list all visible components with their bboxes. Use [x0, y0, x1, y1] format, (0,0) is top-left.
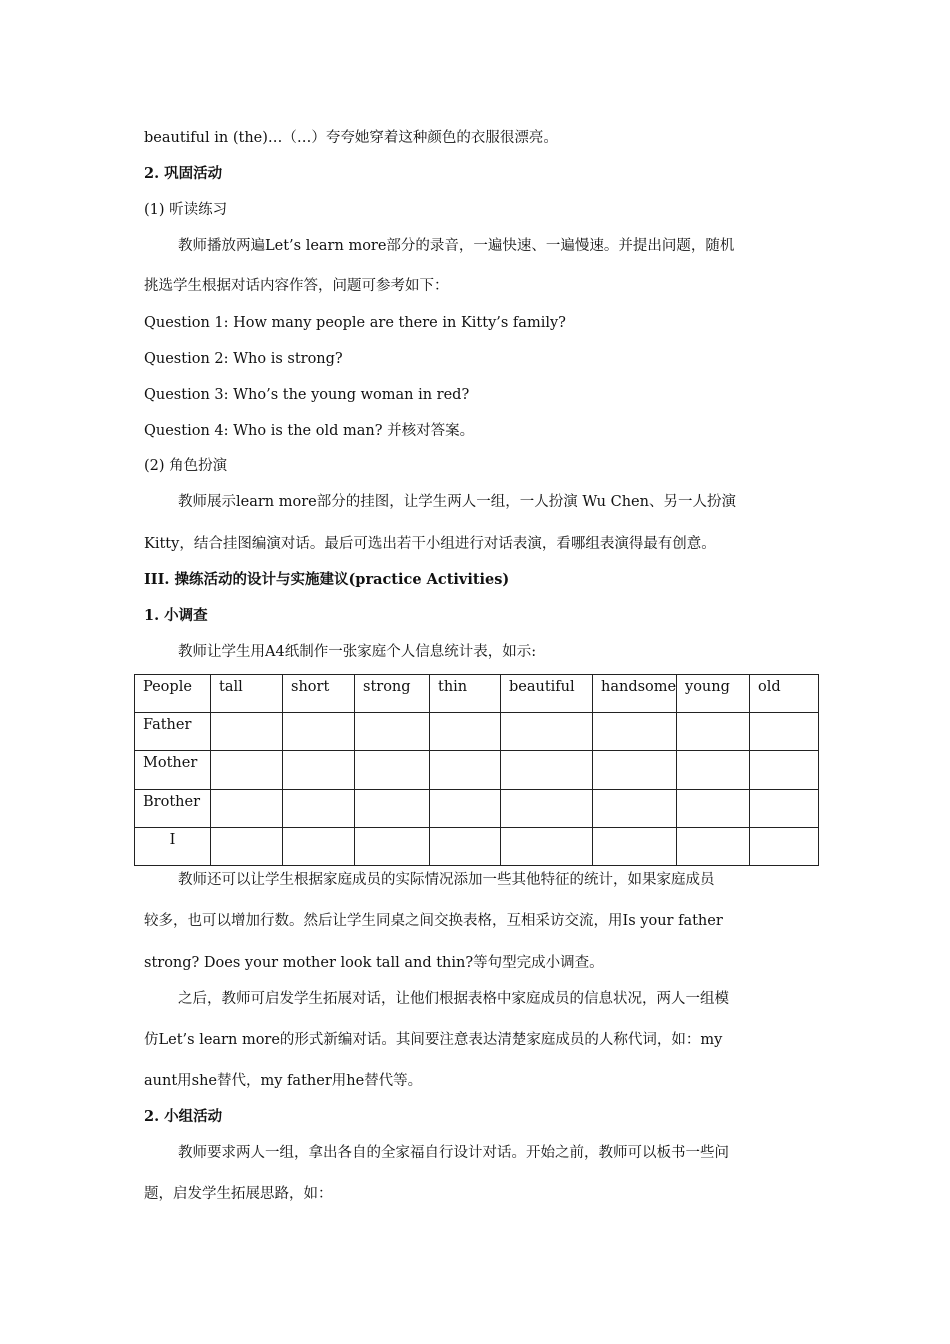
row-label-cell: Mother: [135, 751, 211, 789]
paragraph-line: 教师让学生用A4纸制作一张家庭个人信息统计表，如示:: [178, 644, 537, 660]
question-line: Question 2: Who is strong?: [144, 351, 343, 367]
empty-cell: [430, 751, 501, 789]
table-row: [135, 751, 819, 789]
empty-cell: [283, 789, 355, 827]
section-heading: 2. 小组活动: [144, 1108, 223, 1125]
empty-cell: [750, 713, 819, 751]
empty-cell: [283, 827, 355, 865]
empty-cell: [211, 751, 283, 789]
paragraph-line: 挑选学生根据对话内容作答，问题可参考如下：: [144, 278, 449, 294]
section-heading: 1. 小调查: [144, 607, 208, 624]
table-header-cell: thin: [430, 675, 501, 713]
empty-cell: [211, 827, 283, 865]
empty-cell: [501, 751, 593, 789]
empty-cell: [677, 713, 750, 751]
family-survey-table: [134, 674, 819, 866]
empty-cell: [593, 789, 677, 827]
empty-cell: [211, 713, 283, 751]
table-header-row: [135, 675, 819, 713]
table-row: [135, 789, 819, 827]
empty-cell: [283, 713, 355, 751]
paragraph-line: 教师展示learn more部分的挂图，让学生两人一组，一人扮演 Wu Chen、另一人扮演: [178, 494, 736, 510]
empty-cell: [593, 713, 677, 751]
table-row: [135, 827, 819, 865]
empty-cell: [750, 751, 819, 789]
paragraph-line: 仿Let’s learn more的形式新编对话。其间要注意表达清楚家庭成员的人称代词，如：my: [144, 1032, 723, 1048]
paragraph-line: 题，启发学生拓展思路，如：: [144, 1186, 333, 1202]
paragraph-line: strong? Does your mother look tall and thin?等句型完成小调查。: [144, 955, 604, 971]
empty-cell: [430, 713, 501, 751]
table-header-cell: young: [677, 675, 750, 713]
empty-cell: [430, 789, 501, 827]
row-label-cell: Father: [135, 713, 211, 751]
empty-cell: [283, 751, 355, 789]
paragraph-line: aunt用she替代，my father用he替代等。: [144, 1073, 423, 1089]
empty-cell: [355, 751, 430, 789]
question-line: Question 3: Who’s the young woman in red?: [144, 387, 470, 403]
empty-cell: [501, 789, 593, 827]
question-line: Question 4: Who is the old man? 并核对答案。: [144, 423, 475, 439]
empty-cell: [677, 789, 750, 827]
table-header-cell: tall: [211, 675, 283, 713]
empty-cell: [211, 789, 283, 827]
table-header-cell: short: [283, 675, 355, 713]
paragraph-line: Kitty，结合挂图编演对话。最后可选出若干小组进行对话表演，看哪组表演得最有创意。: [144, 536, 716, 552]
empty-cell: [593, 751, 677, 789]
section-heading: 2. 巩固活动: [144, 165, 223, 182]
table-header-cell: beautiful: [501, 675, 593, 713]
empty-cell: [750, 827, 819, 865]
paragraph-line: 教师播放两遍Let’s learn more部分的录音，一遍快速、一遍慢速。并提出问题，随机: [178, 238, 735, 254]
table-header-cell: strong: [355, 675, 430, 713]
empty-cell: [750, 789, 819, 827]
subsection-heading: (2) 角色扮演: [144, 458, 228, 474]
question-line: Question 1: How many people are there in Kitty’s family?: [144, 315, 566, 331]
empty-cell: [430, 827, 501, 865]
empty-cell: [593, 827, 677, 865]
row-label-cell: I: [135, 827, 211, 865]
table-header-cell: People: [135, 675, 211, 713]
paragraph-line: beautiful in (the)…（…）夸夸她穿着这种颜色的衣服很漂亮。: [144, 130, 558, 146]
table-row: [135, 713, 819, 751]
empty-cell: [355, 713, 430, 751]
paragraph-line: 教师还可以让学生根据家庭成员的实际情况添加一些其他特征的统计，如果家庭成员: [178, 872, 715, 888]
empty-cell: [355, 789, 430, 827]
empty-cell: [355, 827, 430, 865]
table-header-cell: handsome: [593, 675, 677, 713]
table-header-cell: old: [750, 675, 819, 713]
subsection-heading: (1) 听读练习: [144, 202, 228, 218]
empty-cell: [677, 827, 750, 865]
section-heading: III. 操练活动的设计与实施建议(practice Activities): [144, 571, 510, 588]
row-label-cell: Brother: [135, 789, 211, 827]
paragraph-line: 教师要求两人一组，拿出各自的全家福自行设计对话。开始之前，教师可以板书一些问: [178, 1145, 729, 1161]
paragraph-line: 较多，也可以增加行数。然后让学生同桌之间交换表格，互相采访交流，用Is your father: [144, 913, 723, 929]
empty-cell: [501, 827, 593, 865]
empty-cell: [501, 713, 593, 751]
empty-cell: [677, 751, 750, 789]
paragraph-line: 之后，教师可启发学生拓展对话，让他们根据表格中家庭成员的信息状况，两人一组模: [178, 991, 729, 1007]
